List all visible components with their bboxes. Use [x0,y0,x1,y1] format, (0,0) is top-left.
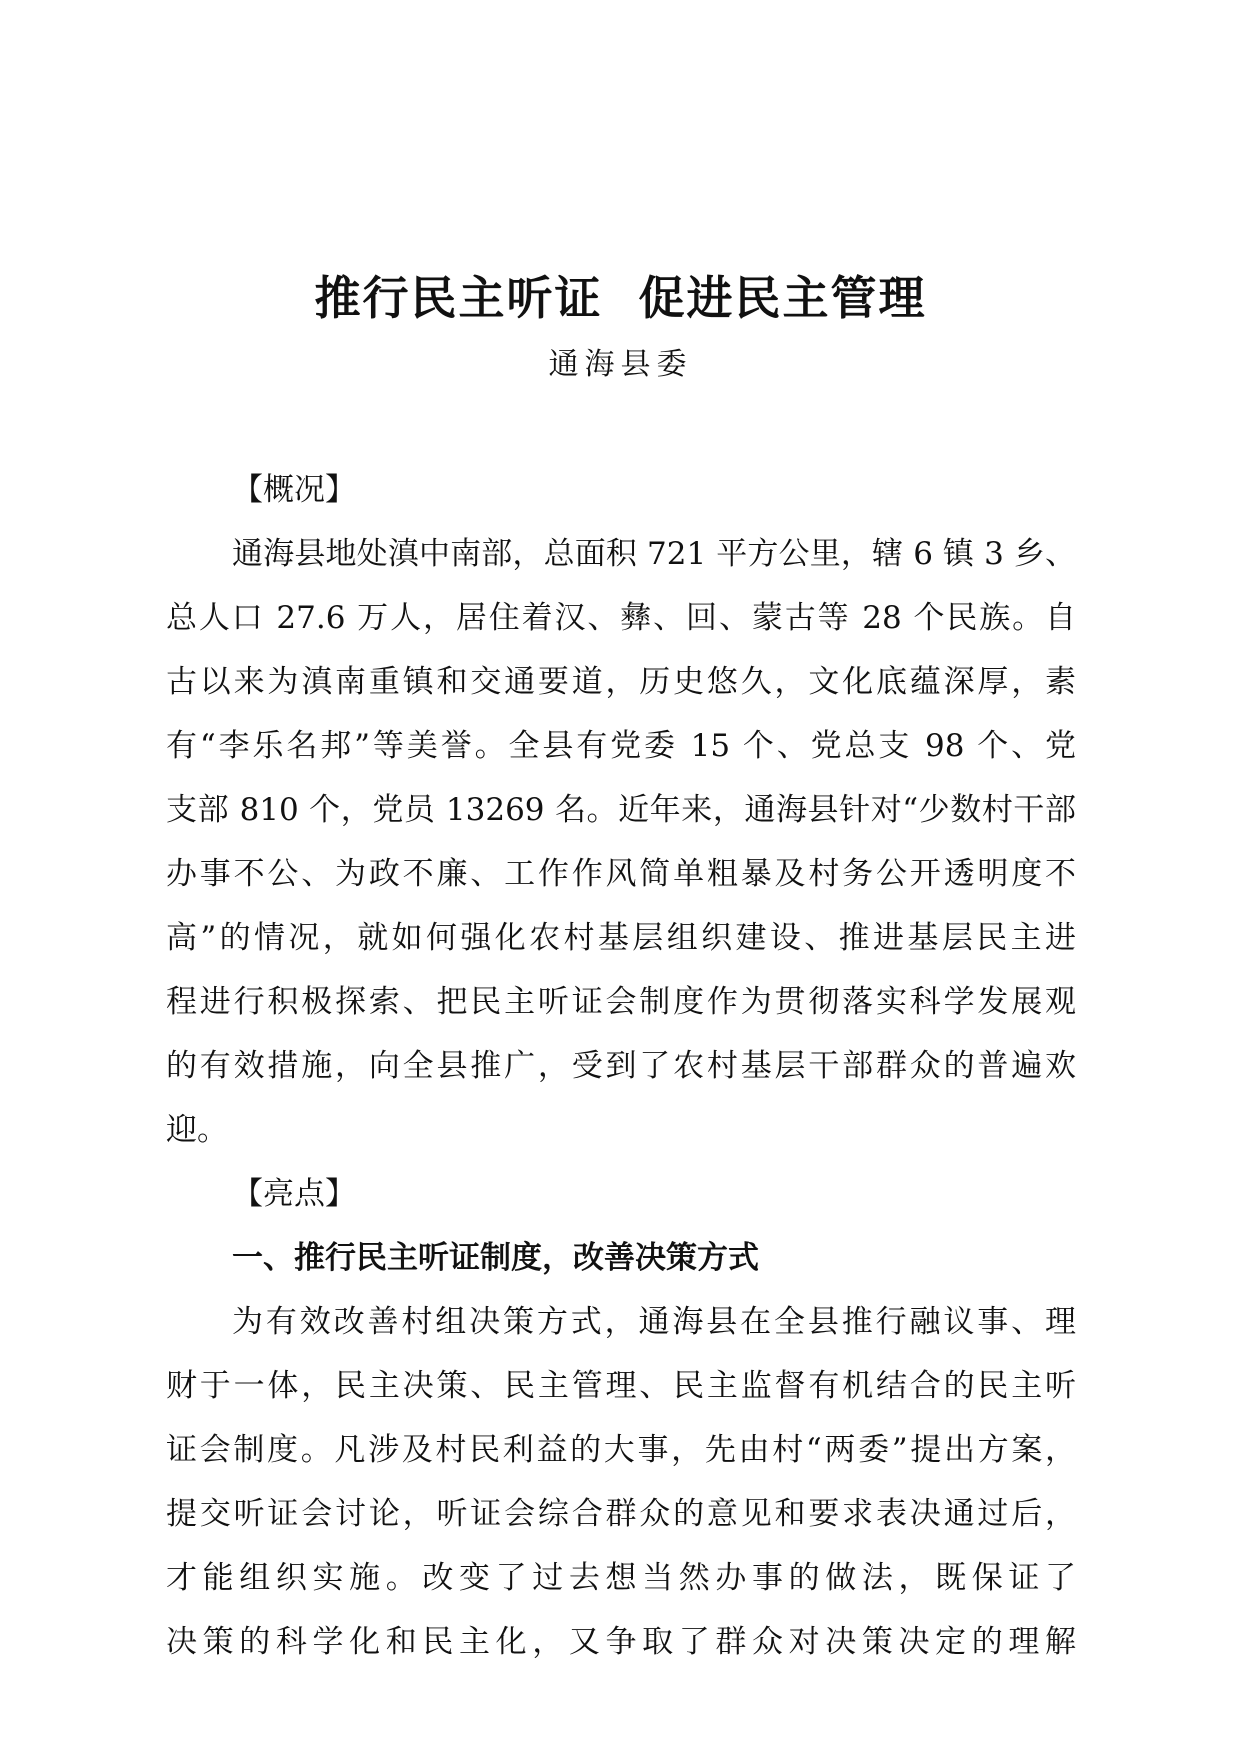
paragraph-line: 的有效措施，向全县推广，受到了农村基层干部群众的普遍欢 [166,1048,1076,1084]
paragraph-line: 决策的科学化和民主化，又争取了群众对决策决定的理解 [166,1624,1076,1660]
paragraph-line: 提交听证会讨论，听证会综合群众的意见和要求表决通过后， [166,1496,1076,1532]
paragraph-line: 有“李乐名邦”等美誉。全县有党委 15 个、党总支 98 个、党 [166,728,1076,764]
paragraph-line: 通海县地处滇中南部，总面积 721 平方公里，辖 6 镇 3 乡、 [232,536,1076,572]
paragraph-line: 为有效改善村组决策方式，通海县在全县推行融议事、理 [232,1304,1076,1340]
paragraph-line: 迎。 [166,1112,228,1148]
author-line: 通海县委 [548,347,693,382]
paragraph-line: 办事不公、为政不廉、工作作风简单粗暴及村务公开透明度不 [166,856,1076,892]
paragraph-line: 程进行积极探索、把民主听证会制度作为贯彻落实科学发展观 [166,984,1076,1020]
paragraph-line: 证会制度。凡涉及村民利益的大事，先由村“两委”提出方案， [166,1432,1076,1468]
section-heading-overview: 【概况】 [232,472,356,508]
subsection-heading: 一、推行民主听证制度，改善决策方式 [232,1240,759,1276]
paragraph-line: 才能组织实施。改变了过去想当然办事的做法，既保证了 [166,1560,1076,1596]
paragraph-line: 古以来为滇南重镇和交通要道，历史悠久，文化底蕴深厚，素 [166,664,1076,700]
page-title: 推行民主听证 促进民主管理 [314,271,927,325]
paragraph-line: 财于一体，民主决策、民主管理、民主监督有机结合的民主听 [166,1368,1076,1404]
paragraph-line: 高”的情况，就如何强化农村基层组织建设、推进基层民主进 [166,920,1076,956]
section-heading-highlights: 【亮点】 [232,1176,356,1212]
body-text [166,458,1076,1674]
paragraph-line: 总人口 27.6 万人，居住着汉、彝、回、蒙古等 28 个民族。自 [166,600,1076,636]
paragraph-line: 支部 810 个，党员 13269 名。近年来，通海县针对“少数村干部 [166,792,1076,828]
